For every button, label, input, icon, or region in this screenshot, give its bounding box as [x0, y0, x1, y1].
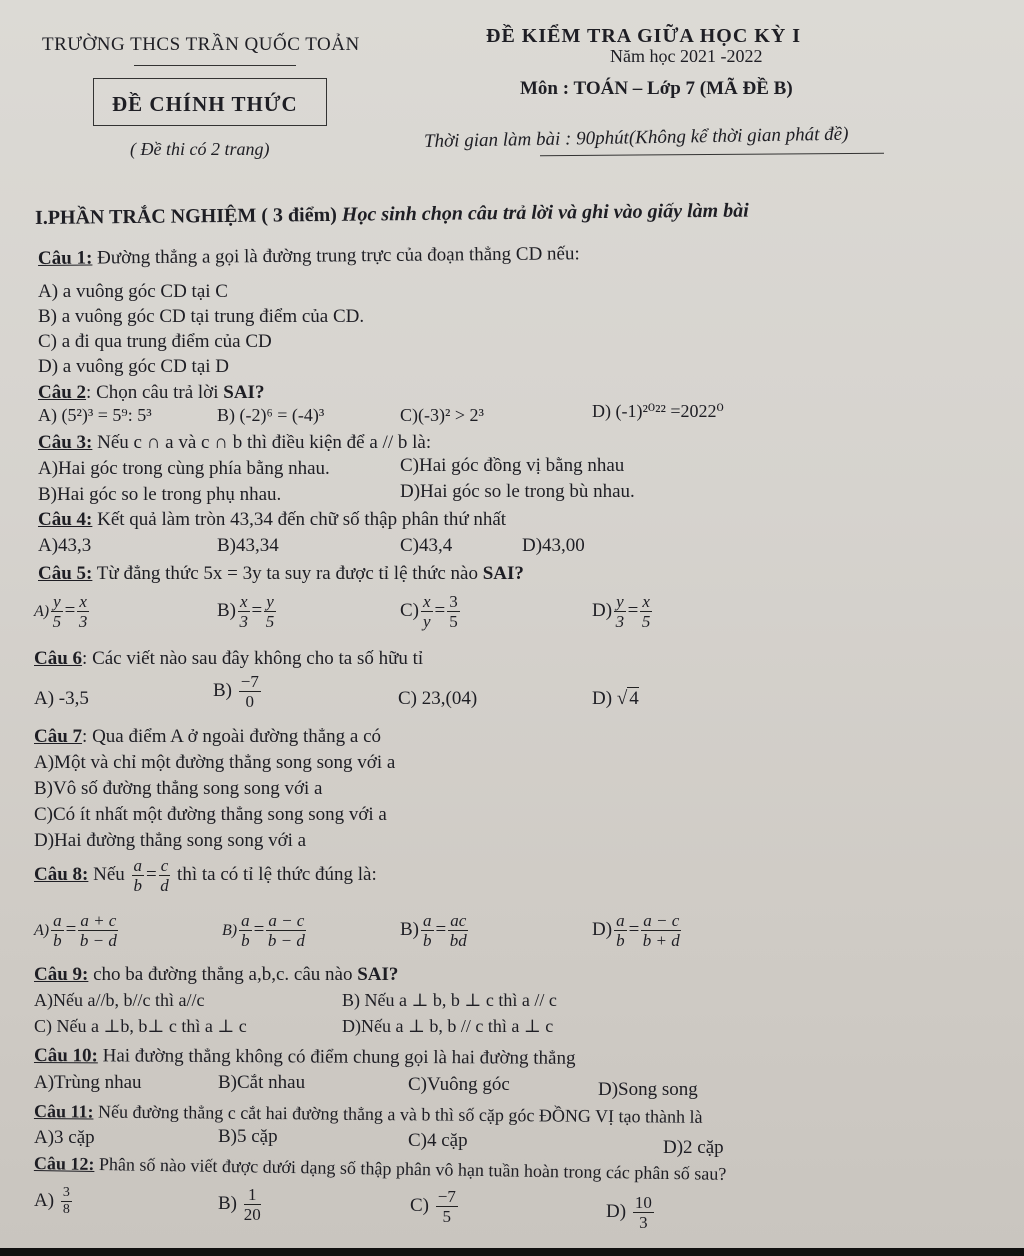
section-title: I.PHẦN TRẮC NGHIỆM ( 3 điểm) — [34, 203, 337, 229]
question-7 — [34, 727, 381, 746]
q8-d-lhs-den: b — [616, 931, 625, 950]
q6-d-radicand: 4 — [629, 688, 639, 709]
q3-option-a: A)Hai góc trong cùng phía bằng nhau. — [38, 458, 330, 479]
q12-d-num: 10 — [634, 1193, 652, 1212]
q5-d-den1: 3 — [615, 612, 625, 631]
q8-d-lhs-num: a — [616, 911, 625, 930]
q12-option-c — [410, 1188, 460, 1225]
q1-option-c: C) a đi qua trung điểm của CD — [38, 331, 272, 352]
q5-bold: SAI? — [482, 563, 524, 584]
q8-a-label: A) — [34, 921, 50, 939]
q1-text: Đường thẳng a gọi là đường trung trực của đoạn thẳng CD nếu: — [97, 243, 580, 269]
pages-note: ( Đề thi có 2 trang) — [130, 139, 270, 159]
q5-a-num1: y — [53, 592, 61, 611]
q8-eq: = — [146, 863, 157, 885]
q2-option-b: B) (-2)⁶ = (-4)³ — [217, 405, 325, 425]
q5-a-den2: 3 — [78, 612, 88, 631]
q5-option-c — [400, 593, 462, 630]
q5-a-den1: 5 — [52, 612, 62, 631]
q10-label: Câu 10: — [33, 1045, 98, 1067]
q6-d-root: √ — [616, 688, 628, 709]
question-2 — [38, 383, 264, 402]
q3-option-b: B)Hai góc so le trong phụ nhau. — [38, 484, 282, 505]
q12-b-label: B) — [218, 1192, 237, 1214]
q9-option-a: A)Nếu a//b, b//c thì a//c — [34, 990, 205, 1010]
q8-b2-lhs-den: b — [423, 931, 432, 950]
q12-option-b — [218, 1186, 263, 1223]
q12-a-label: A) — [34, 1189, 55, 1211]
q10-option-d: D)Song song — [598, 1079, 698, 1100]
school-year: Năm học 2021 -2022 — [610, 46, 763, 66]
q8-prefix: Nếu — [93, 863, 125, 885]
q8-d-rhs-den: b + d — [642, 931, 680, 950]
q5-a-eq: = — [64, 599, 76, 621]
q8-b2-rhs-num: ac — [450, 911, 467, 930]
q5-c-den2: 5 — [449, 612, 458, 631]
q12-d-label: D) — [606, 1200, 627, 1222]
q2-text: : Chọn câu trả lời — [86, 382, 224, 403]
q5-b-den2: 5 — [265, 612, 275, 631]
q7-option-d: D)Hai đường thẳng song song với a — [34, 830, 307, 851]
q12-label: Câu 12: — [33, 1153, 95, 1174]
q4-option-d: D)43,00 — [522, 535, 585, 556]
q5-d-eq: = — [627, 599, 639, 621]
q12-a-num: 3 — [62, 1185, 70, 1200]
q5-d-num1: y — [616, 592, 624, 611]
q8-a-rhs-den: b − d — [79, 931, 117, 950]
q7-option-b: B)Vô số đường thẳng song song với a — [34, 778, 323, 799]
q5-c-eq: = — [434, 599, 446, 621]
q10-option-c: C)Vuông góc — [408, 1074, 510, 1095]
q1-option-b: B) a vuông góc CD tại trung điểm của CD. — [38, 306, 365, 327]
q5-d-label: D) — [592, 599, 613, 621]
q7-option-c: C)Có ít nhất một đường thẳng song song với a — [34, 804, 387, 825]
q12-b-num: 1 — [244, 1186, 261, 1205]
question-1 — [38, 244, 580, 268]
q8-d-eq: = — [628, 918, 640, 940]
school-underline — [134, 65, 296, 66]
q12-b-den: 20 — [243, 1205, 261, 1224]
q10-option-b: B)Cắt nhau — [218, 1072, 306, 1093]
q5-text: Từ đẳng thức 5x = 3y ta suy ra được tỉ lệ thức nào — [96, 563, 483, 584]
q5-c-num1: x — [423, 592, 431, 611]
q12-d-den: 3 — [639, 1213, 648, 1232]
q6-b-den: 0 — [245, 692, 255, 711]
q12-option-a — [34, 1186, 74, 1217]
q9-option-d: D)Nếu a ⊥ b, b // c thì a ⊥ c — [342, 1016, 554, 1036]
q8-d-label: D) — [592, 918, 613, 940]
q9-option-c: C) Nếu a ⊥b, b⊥ c thì a ⊥ c — [34, 1016, 247, 1036]
q7-option-a: A)Một và chỉ một đường thẳng song song với a — [34, 752, 396, 773]
q6-b-num: −7 — [240, 672, 259, 691]
q6-text: : Các viết nào sau đây không cho ta số hữu tỉ — [82, 648, 424, 669]
q8-b2-rhs-den: bd — [449, 931, 467, 950]
q11-label: Câu 11: — [33, 1101, 94, 1122]
q8-option-b1 — [222, 912, 308, 949]
q11-option-d: D)2 cặp — [663, 1137, 724, 1158]
q8-option-d — [592, 912, 683, 949]
q11-option-c: C)4 cặp — [408, 1130, 468, 1151]
q12-c-label: C) — [410, 1194, 429, 1216]
question-9 — [34, 965, 398, 984]
q9-bold: SAI? — [357, 964, 399, 985]
q5-c-num2: 3 — [449, 592, 458, 611]
question-6 — [34, 649, 423, 668]
q1-option-a: A) a vuông góc CD tại C — [38, 281, 228, 302]
bottom-edge — [0, 1248, 1024, 1256]
q8-den1: b — [133, 876, 143, 895]
q8-b1-lhs-num: a — [241, 911, 250, 930]
q8-option-b2 — [400, 912, 470, 949]
q8-b1-eq: = — [253, 918, 265, 940]
q1-option-d: D) a vuông góc CD tại D — [38, 356, 230, 377]
q4-option-a: A)43,3 — [38, 535, 92, 556]
q2-option-d: D) (-1)²⁰²² =2022⁰ — [592, 401, 724, 421]
q4-option-c: C)43,4 — [400, 535, 453, 556]
school-name: TRƯỜNG THCS TRẦN QUỐC TOẢN — [42, 34, 360, 55]
q9-label: Câu 9: — [34, 964, 89, 985]
q6-d-label: D) — [592, 688, 613, 709]
q4-option-b: B)43,34 — [217, 535, 279, 556]
q8-b2-lhs-num: a — [423, 911, 432, 930]
q2-bold: SAI? — [223, 382, 265, 403]
q10-option-a: A)Trùng nhau — [34, 1072, 142, 1093]
q5-option-a — [34, 593, 91, 630]
q6-option-c: C) 23,(04) — [398, 688, 478, 709]
official-label: ĐỀ CHÍNH THỨC — [112, 92, 298, 116]
question-10 — [34, 1046, 576, 1068]
q5-d-num2: x — [642, 592, 650, 611]
q5-a-num2: x — [79, 592, 87, 611]
q8-a-lhs-num: a — [53, 911, 62, 930]
q3-option-c: C)Hai góc đồng vị bằng nhau — [400, 455, 625, 476]
q3-text: Nếu c ∩ a và c ∩ b thì điều kiện để a // b là: — [97, 432, 432, 453]
question-8 — [34, 857, 377, 894]
q5-c-label: C) — [400, 599, 419, 621]
q6-option-d — [592, 689, 639, 708]
question-5 — [38, 564, 524, 583]
q5-b-label: B) — [217, 599, 236, 621]
section-instruction: Học sinh chọn câu trả lời và ghi vào giấy làm bài — [341, 199, 749, 226]
q8-num1: a — [133, 856, 143, 875]
q8-num2: c — [160, 856, 169, 875]
q6-option-b — [213, 673, 263, 710]
q8-a-rhs-num: a + c — [80, 911, 117, 930]
q8-option-a — [34, 912, 120, 949]
time-note: Thời gian làm bài : 90phút(Không kể thời gian phát đề) — [423, 123, 849, 152]
q8-b1-rhs-den: b − d — [267, 931, 305, 950]
q4-text: Kết quả làm tròn 43,34 đến chữ số thập phân thứ nhất — [97, 509, 507, 530]
q8-b1-rhs-num: a − c — [268, 911, 305, 930]
q9-text: cho ba đường thẳng a,b,c. câu nào — [93, 964, 358, 985]
q6-label: Câu 6 — [34, 648, 83, 669]
q8-b2-eq: = — [435, 918, 447, 940]
q8-b2-label: B) — [400, 918, 419, 940]
q8-den2: d — [160, 876, 169, 895]
q5-b-eq: = — [251, 599, 263, 621]
q3-label: Câu 3: — [38, 432, 93, 453]
q11-option-b: B)5 cặp — [218, 1126, 278, 1147]
q11-text: Nếu đường thẳng c cắt hai đường thẳng a và b thì số cặp góc ĐỒNG VỊ tạo thành là — [97, 1101, 703, 1127]
q8-b1-label: B) — [222, 921, 238, 939]
question-3 — [38, 433, 431, 452]
q1-label: Câu 1: — [37, 247, 93, 269]
exam-title: ĐỀ KIỂM TRA GIỮA HỌC KỲ I — [486, 25, 802, 47]
q5-label: Câu 5: — [38, 563, 93, 584]
q9-option-b: B) Nếu a ⊥ b, b ⊥ c thì a // c — [342, 990, 557, 1010]
q12-text: Phân số nào viết được dưới dạng số thập phân vô hạn tuần hoàn trong các phân số sau? — [98, 1154, 727, 1184]
q5-c-den1: y — [423, 612, 431, 631]
q4-label: Câu 4: — [38, 509, 93, 530]
question-4 — [38, 510, 506, 529]
q7-text: : Qua điểm A ở ngoài đường thẳng a có — [82, 726, 382, 747]
subject: Môn : TOÁN – Lớp 7 (MÃ ĐỀ B) — [520, 78, 793, 99]
q5-b-den1: 3 — [239, 612, 249, 631]
q2-option-c: C)(-3)² > 2³ — [400, 405, 484, 425]
q3-option-d: D)Hai góc so le trong bù nhau. — [400, 481, 635, 502]
q7-label: Câu 7 — [34, 726, 83, 747]
q8-a-eq: = — [65, 918, 77, 940]
q8-suffix: thì ta có tỉ lệ thức đúng là: — [177, 863, 377, 885]
q6-option-a: A) -3,5 — [34, 688, 89, 709]
q8-a-lhs-den: b — [53, 931, 62, 950]
q10-text: Hai đường thẳng không có điểm chung gọi là hai đường thẳng — [102, 1045, 576, 1069]
q8-d-rhs-num: a − c — [643, 911, 680, 930]
q5-b-num1: x — [240, 592, 248, 611]
q5-a-label: A) — [34, 602, 50, 620]
q5-option-b — [217, 593, 278, 630]
q11-option-a: A)3 cặp — [34, 1127, 95, 1148]
q8-b1-lhs-den: b — [241, 931, 250, 950]
q12-c-den: 5 — [442, 1207, 452, 1226]
q6-b-label: B) — [213, 679, 232, 701]
q2-label: Câu 2 — [38, 382, 87, 403]
q12-c-num: −7 — [437, 1187, 456, 1206]
q8-label: Câu 8: — [34, 863, 89, 885]
q2-option-a: A) (5²)³ = 5⁹: 5³ — [38, 405, 152, 425]
q12-a-den: 8 — [62, 1202, 70, 1217]
q5-d-den2: 5 — [641, 612, 651, 631]
q12-option-d — [606, 1194, 656, 1231]
q5-option-d — [592, 593, 654, 630]
q5-b-num2: y — [266, 592, 274, 611]
